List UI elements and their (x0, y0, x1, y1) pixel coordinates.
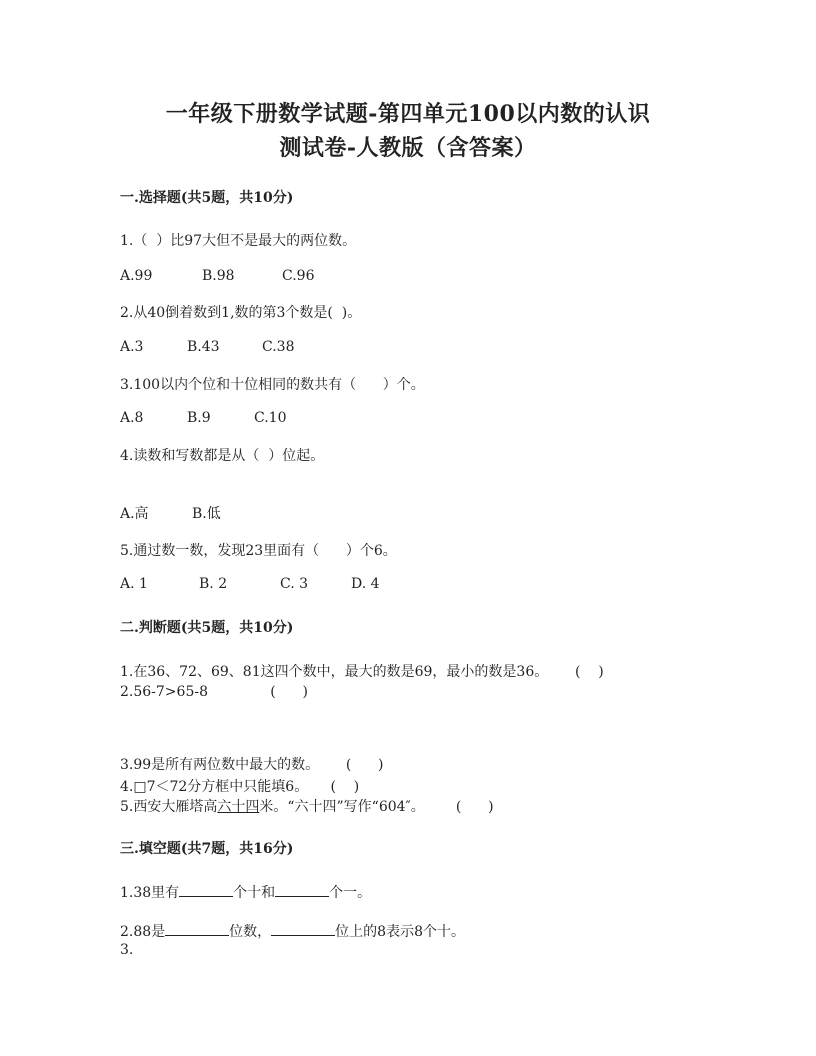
option-a: A.8 (120, 410, 144, 426)
question-text (120, 921, 465, 941)
question-text: 3.100以内个位和十位相同的数共有（ ）个。 (120, 377, 425, 393)
question-text: 1.（ ）比97大但不是最大的两位数。 (120, 233, 357, 249)
question-part: 位上的8表示8个十。 (335, 924, 465, 940)
section-heading-fill-blank: 三.填空题(共7题，共16分) (120, 841, 294, 857)
question-part: 位数， (229, 924, 272, 940)
option-c: C.38 (262, 339, 295, 355)
underlined-number-text: 六十四 (217, 799, 260, 815)
question-part: 个一。 (329, 885, 372, 901)
question-text: 2.从40倒着数到1,数的第3个数是( )。 (120, 305, 362, 321)
option-a: A.3 (120, 339, 144, 355)
question-text: 3. (120, 942, 134, 958)
answer-blank[interactable] (271, 921, 335, 936)
option-b: B.9 (187, 410, 211, 426)
section-heading-judgment: 二.判断题(共5题，共10分) (120, 620, 294, 636)
question-text: 4.□7＜72分方框中只能填6。 ( ) (120, 779, 360, 795)
option-a: A.99 (120, 268, 153, 284)
question-part: 个十和 (233, 885, 276, 901)
question-text: 2.56-7>65-8 ( ) (120, 684, 308, 700)
document-title-line-2: 测试卷-人教版（含答案） (279, 135, 537, 161)
answer-blank[interactable] (275, 882, 329, 897)
question-part: 2.88是 (120, 924, 166, 940)
option-b: B.98 (202, 268, 235, 284)
question-text-suffix: 米。“六十四”写作“604″。 ( ) (259, 799, 494, 815)
option-b: B. 2 (199, 576, 228, 592)
option-d: D. 4 (351, 576, 380, 592)
document-title-line-1: 一年级下册数学试题-第四单元100以内数的认识 (165, 101, 651, 127)
answer-blank[interactable] (179, 882, 233, 897)
option-a: A.高 (120, 506, 149, 522)
question-text-prefix: 5.西安大雁塔高 (120, 799, 218, 815)
option-c: C. 3 (280, 576, 309, 592)
option-a: A. 1 (120, 576, 148, 592)
question-part: 1.38里有 (120, 885, 180, 901)
question-text (120, 796, 494, 816)
option-b: B.43 (187, 339, 220, 355)
question-text: 4.读数和写数都是从（ ）位起。 (120, 448, 325, 464)
question-text: 3.99是所有两位数中最大的数。 ( ) (120, 757, 384, 773)
answer-blank[interactable] (165, 921, 229, 936)
question-text: 1.在36、72、69、81这四个数中，最大的数是69，最小的数是36。 ( ) (120, 664, 604, 680)
section-heading-choice: 一.选择题(共5题，共10分) (120, 190, 294, 206)
option-b: B.低 (192, 506, 221, 522)
option-c: C.10 (254, 410, 287, 426)
option-c: C.96 (282, 268, 315, 284)
question-text (120, 882, 371, 902)
question-text: 5.通过数一数，发现23里面有（ ）个6。 (120, 543, 397, 559)
